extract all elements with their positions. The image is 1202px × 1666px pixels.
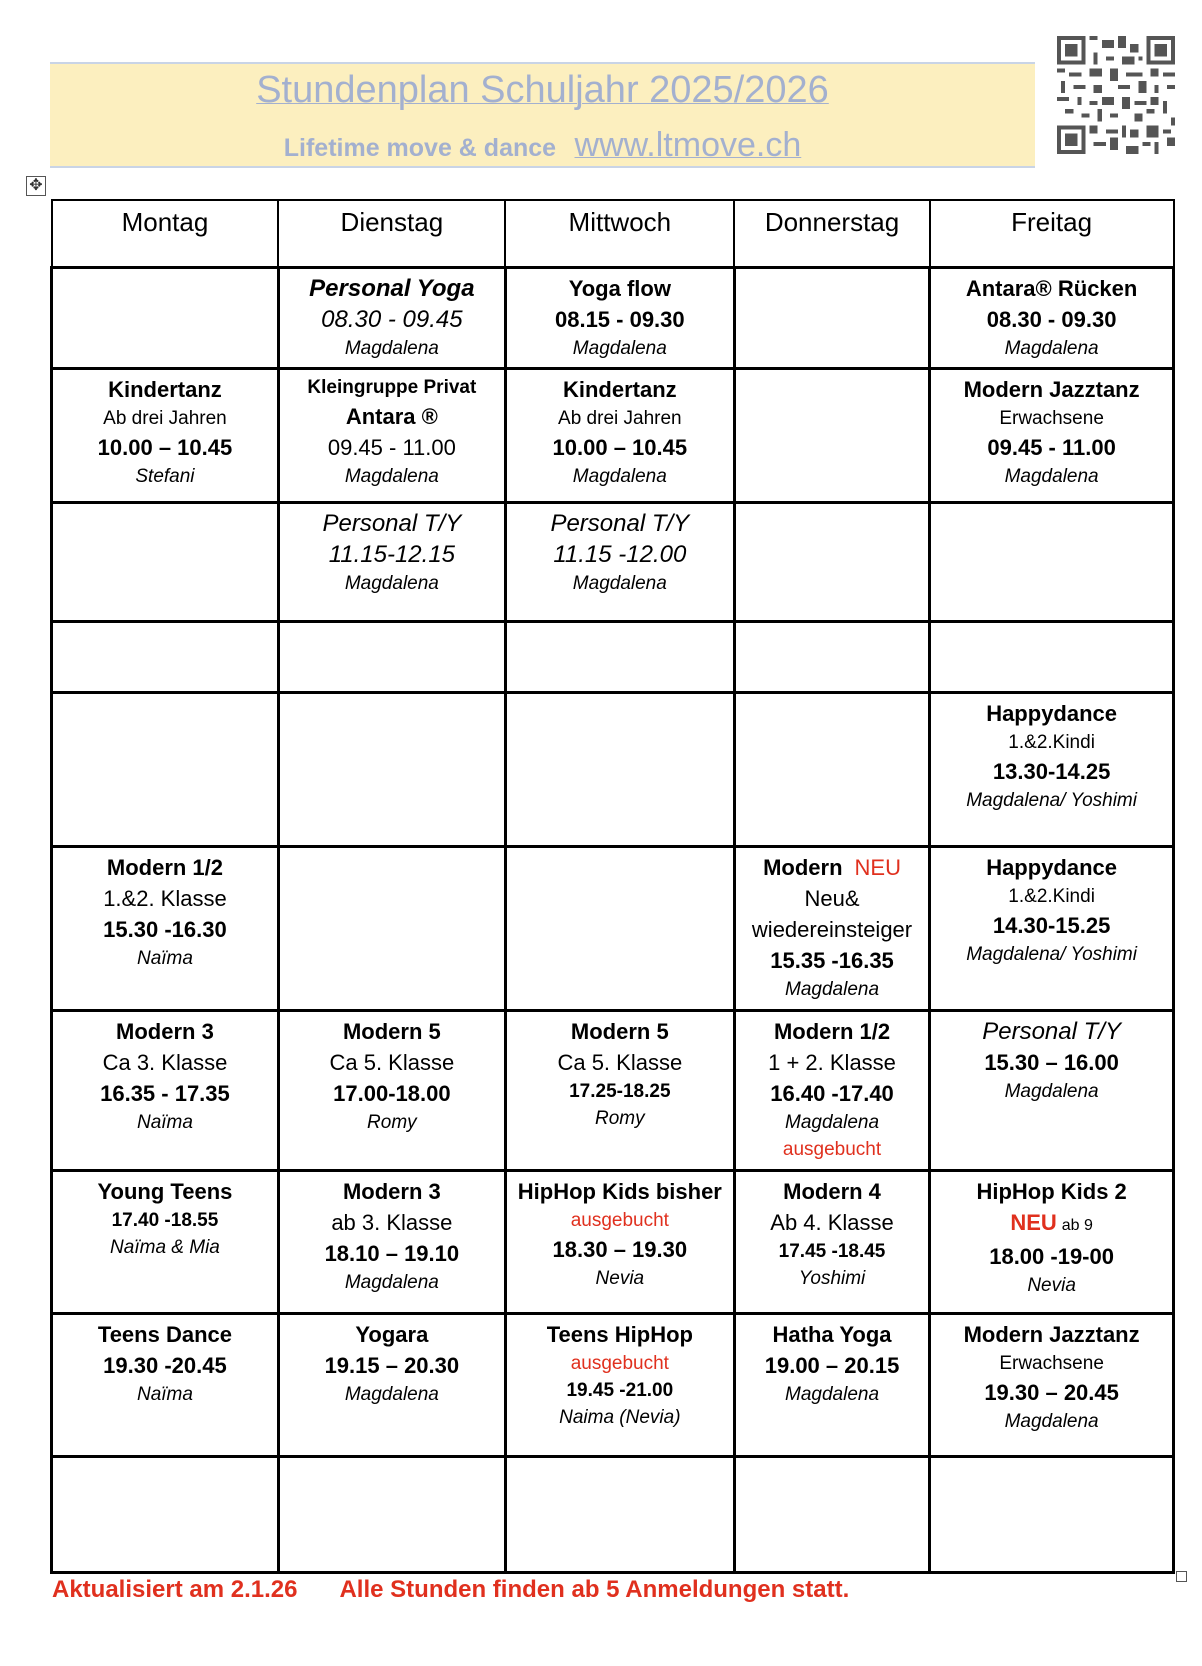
- slot-line: Magdalena: [344, 1383, 439, 1405]
- header-banner: [50, 62, 1035, 168]
- class-slot: [930, 502, 1174, 622]
- schedule-row: [52, 267, 1174, 369]
- class-slot: [734, 1011, 929, 1171]
- slot-line: Naïma: [136, 1383, 193, 1405]
- class-slot: [505, 1011, 734, 1171]
- slot-line: Modern 1/2: [106, 854, 224, 880]
- slot-line: Magdalena: [785, 1112, 880, 1134]
- class-slot: [278, 1313, 505, 1457]
- slot-line: Kleingruppe Privat: [307, 377, 477, 399]
- slot-line: Magdalena: [344, 466, 439, 488]
- slot-line: 10.00 – 10.45: [97, 435, 233, 461]
- day-header: Dienstag: [278, 200, 505, 267]
- slot-line: Nevia: [1027, 1275, 1076, 1297]
- class-slot: [52, 622, 279, 693]
- registration-note: Alle Stunden finden ab 5 Anmeldungen statt.: [339, 1576, 850, 1603]
- slot-line: 17.40 -18.55: [111, 1210, 219, 1232]
- slot-line: 15.35 -16.35: [770, 947, 894, 973]
- slot-line: Hatha Yoga: [772, 1321, 892, 1347]
- slot-line: Neu&: [804, 885, 860, 911]
- slot-line: Personal T/Y: [982, 1018, 1121, 1046]
- table-move-handle-icon[interactable]: ✥: [26, 176, 46, 196]
- slot-line: Naïma & Mia: [110, 1237, 220, 1259]
- day-header: Freitag: [930, 200, 1174, 267]
- slot-line: Magdalena: [344, 337, 439, 359]
- slot-line: Nevia: [595, 1268, 645, 1290]
- slot-line: NEU: [1010, 1210, 1057, 1236]
- class-slot: [505, 267, 734, 369]
- class-slot: [734, 1171, 929, 1314]
- slot-line: Magdalena: [785, 978, 880, 1000]
- slot-line: Ab drei Jahren: [103, 408, 227, 430]
- slot-line: Magdalena/ Yoshimi: [966, 789, 1137, 811]
- slot-line: 10.00 – 10.45: [552, 435, 688, 461]
- class-slot: [278, 1457, 505, 1573]
- slot-line: Magdalena: [344, 1272, 439, 1294]
- class-slot: [505, 1313, 734, 1457]
- class-slot: [278, 1011, 505, 1171]
- schedule-row: [52, 846, 1174, 1010]
- class-slot: [505, 502, 734, 622]
- updated-date: Aktualisiert am 2.1.26: [52, 1576, 298, 1603]
- studio-name: Lifetime move & dance: [283, 134, 557, 162]
- slot-line: Magdalena: [1004, 1410, 1099, 1432]
- slot-line: 1.&2.Kindi: [1008, 885, 1095, 907]
- slot-line: 09.45 - 11.00: [327, 435, 456, 461]
- day-header: Mittwoch: [505, 200, 734, 267]
- slot-line: Naïma: [136, 1112, 193, 1134]
- class-slot: [278, 1171, 505, 1314]
- slot-line: Ca 3. Klasse: [102, 1050, 228, 1076]
- subtitle-line: [50, 126, 1035, 165]
- class-slot: [52, 846, 279, 1010]
- class-slot: [278, 369, 505, 502]
- slot-line: HipHop Kids bisher: [517, 1179, 722, 1205]
- class-slot: [734, 692, 929, 846]
- class-slot: [278, 267, 505, 369]
- class-slot: [930, 692, 1174, 846]
- slot-line: Kindertanz: [562, 377, 677, 403]
- slot-line: 16.35 - 17.35: [100, 1081, 230, 1107]
- table-resize-handle-icon[interactable]: [1176, 1571, 1187, 1582]
- slot-line: 18.10 – 19.10: [324, 1241, 460, 1267]
- class-slot: [930, 369, 1174, 502]
- slot-line: 11.15-12.15: [328, 540, 456, 568]
- class-slot: [52, 1011, 279, 1171]
- class-slot: [930, 846, 1174, 1010]
- class-slot: [505, 692, 734, 846]
- slot-line: 15.30 – 16.00: [984, 1050, 1119, 1076]
- slot-line: Modern 5: [342, 1019, 441, 1045]
- slot-line: wiedereinsteiger: [751, 916, 913, 942]
- class-slot: [505, 1457, 734, 1573]
- slot-line: 18.00 -19-00: [989, 1244, 1114, 1270]
- schedule-row: [52, 1457, 1174, 1573]
- class-slot: [52, 1457, 279, 1573]
- slot-line: 1.&2.Kindi: [1008, 731, 1095, 753]
- schedule-row: [52, 502, 1174, 622]
- schedule-row: [52, 369, 1174, 502]
- slot-line: Personal T/Y: [322, 509, 462, 537]
- slot-line: 17.45 -18.45: [778, 1241, 886, 1263]
- slot-line: Magdalena: [344, 572, 439, 594]
- slot-line: 09.45 - 11.00: [987, 435, 1116, 461]
- slot-line: Young Teens: [97, 1179, 233, 1205]
- class-slot: [505, 369, 734, 502]
- class-slot: [505, 1171, 734, 1314]
- slot-line: 1 + 2. Klasse: [768, 1050, 896, 1076]
- slot-line: Modern 4: [783, 1179, 881, 1205]
- slot-line: Magdalena: [785, 1383, 880, 1405]
- class-slot: [278, 692, 505, 846]
- slot-line: Magdalena: [572, 337, 667, 359]
- schedule-row: [52, 1011, 1174, 1171]
- slot-line: 08.30 - 09.45: [321, 305, 463, 333]
- class-slot: [930, 1457, 1174, 1573]
- class-slot: [278, 846, 505, 1010]
- slot-line: Yoga flow: [568, 275, 671, 301]
- slot-line: Modern 3: [116, 1019, 214, 1045]
- slot-line: Antara® Rücken: [965, 275, 1138, 301]
- slot-line: ausgebucht: [570, 1352, 669, 1374]
- slot-line: Romy: [367, 1112, 417, 1134]
- slot-line: Ca 5. Klasse: [329, 1050, 455, 1076]
- slot-line: Modern Jazztanz: [963, 1321, 1140, 1347]
- class-slot: [930, 1011, 1174, 1171]
- class-slot: [52, 1313, 279, 1457]
- slot-line: 18.30 – 19.30: [552, 1237, 688, 1263]
- slot-line: 13.30-14.25: [992, 758, 1111, 784]
- slot-line: Antara ®: [345, 404, 438, 430]
- slot-line: 15.30 -16.30: [103, 916, 227, 942]
- class-slot: [52, 369, 279, 502]
- slot-line: Magdalena: [1004, 466, 1099, 488]
- day-header: Donnerstag: [734, 200, 929, 267]
- slot-line: ausgebucht: [782, 1139, 882, 1161]
- slot-line: 17.00-18.00: [333, 1081, 451, 1107]
- slot-line: Modern 1/2: [773, 1019, 891, 1045]
- slot-line: 14.30-15.25: [992, 912, 1111, 938]
- class-slot: [52, 267, 279, 369]
- slot-line: Magdalena: [1004, 337, 1099, 359]
- schedule-row: [52, 1171, 1174, 1314]
- slot-line: 1.&2. Klasse: [103, 885, 227, 911]
- class-slot: [930, 1171, 1174, 1314]
- slot-line: 17.25-18.25: [569, 1081, 671, 1103]
- slot-line: Romy: [595, 1108, 645, 1130]
- slot-line: Yoshimi: [798, 1268, 866, 1290]
- class-slot: [734, 369, 929, 502]
- day-header: Montag: [52, 200, 279, 267]
- qr-code-icon: [1057, 36, 1175, 154]
- slot-line: 19.00 – 20.15: [764, 1352, 900, 1378]
- class-slot: [734, 846, 929, 1010]
- slot-line: Modern 3: [342, 1179, 441, 1205]
- page-title: Stundenplan Schuljahr 2025/2026: [256, 69, 829, 111]
- schedule-row: [52, 692, 1174, 846]
- slot-line: Stefani: [135, 466, 195, 488]
- day-header-row: [52, 200, 1174, 267]
- slot-line: Modern Jazztanz: [963, 377, 1140, 403]
- class-slot: [930, 622, 1174, 693]
- slot-line: Kindertanz: [108, 377, 222, 403]
- class-slot: [930, 267, 1174, 369]
- slot-line: Ab 4. Klasse: [770, 1210, 894, 1236]
- website-link[interactable]: www.ltmove.ch: [574, 126, 802, 164]
- class-slot: [734, 1313, 929, 1457]
- slot-line: Naïma: [136, 947, 193, 969]
- slot-line: Teens HipHop: [546, 1321, 693, 1347]
- slot-line: 16.40 -17.40: [770, 1081, 894, 1107]
- slot-line: Teens Dance: [97, 1321, 232, 1347]
- slot-line: Personal Yoga: [309, 274, 475, 302]
- slot-line: Magdalena: [1004, 1081, 1099, 1103]
- slot-line: Magdalena: [572, 572, 667, 594]
- class-slot: [734, 622, 929, 693]
- slot-line: Personal T/Y: [550, 509, 690, 537]
- slot-line: Happydance: [986, 700, 1118, 726]
- slot-line: Magdalena/ Yoshimi: [966, 943, 1137, 965]
- slot-line: Yogara: [355, 1321, 429, 1347]
- schedule-table: [50, 199, 1175, 1574]
- slot-line: Erwachsene: [999, 1352, 1104, 1374]
- class-slot: [278, 622, 505, 693]
- slot-line: Erwachsene: [999, 408, 1104, 430]
- class-slot: [930, 1313, 1174, 1457]
- age-note: ab 9: [1061, 1217, 1093, 1235]
- slot-line: HipHop Kids 2: [976, 1179, 1127, 1205]
- class-slot: [52, 692, 279, 846]
- class-slot: [505, 846, 734, 1010]
- class-slot: [734, 502, 929, 622]
- slot-line: Ab drei Jahren: [558, 408, 682, 430]
- class-slot: [52, 1171, 279, 1314]
- class-slot: [52, 502, 279, 622]
- slot-line: 19.30 – 20.45: [984, 1379, 1119, 1405]
- new-badge: NEU: [854, 854, 901, 880]
- slot-line: 19.45 -21.00: [566, 1379, 674, 1401]
- slot-line: 08.30 - 09.30: [986, 306, 1117, 332]
- slot-line: Magdalena: [572, 466, 667, 488]
- slot-line: ausgebucht: [570, 1210, 669, 1232]
- footer-note: [52, 1576, 849, 1604]
- class-slot: [505, 622, 734, 693]
- schedule-row: [52, 1313, 1174, 1457]
- slot-line: 19.15 – 20.30: [324, 1352, 460, 1378]
- schedule-row: [52, 622, 1174, 693]
- slot-line: Modern: [763, 854, 843, 880]
- slot-line: ab 3. Klasse: [331, 1210, 453, 1236]
- slot-line: 11.15 -12.00: [553, 540, 687, 568]
- slot-line: Happydance: [986, 854, 1118, 880]
- class-slot: [278, 502, 505, 622]
- class-slot: [734, 1457, 929, 1573]
- slot-line: Modern 5: [570, 1019, 669, 1045]
- slot-line: Ca 5. Klasse: [557, 1050, 683, 1076]
- slot-line: Naima (Nevia): [559, 1406, 681, 1428]
- slot-line: 19.30 -20.45: [103, 1352, 227, 1378]
- slot-line: 08.15 - 09.30: [554, 306, 685, 332]
- class-slot: [734, 267, 929, 369]
